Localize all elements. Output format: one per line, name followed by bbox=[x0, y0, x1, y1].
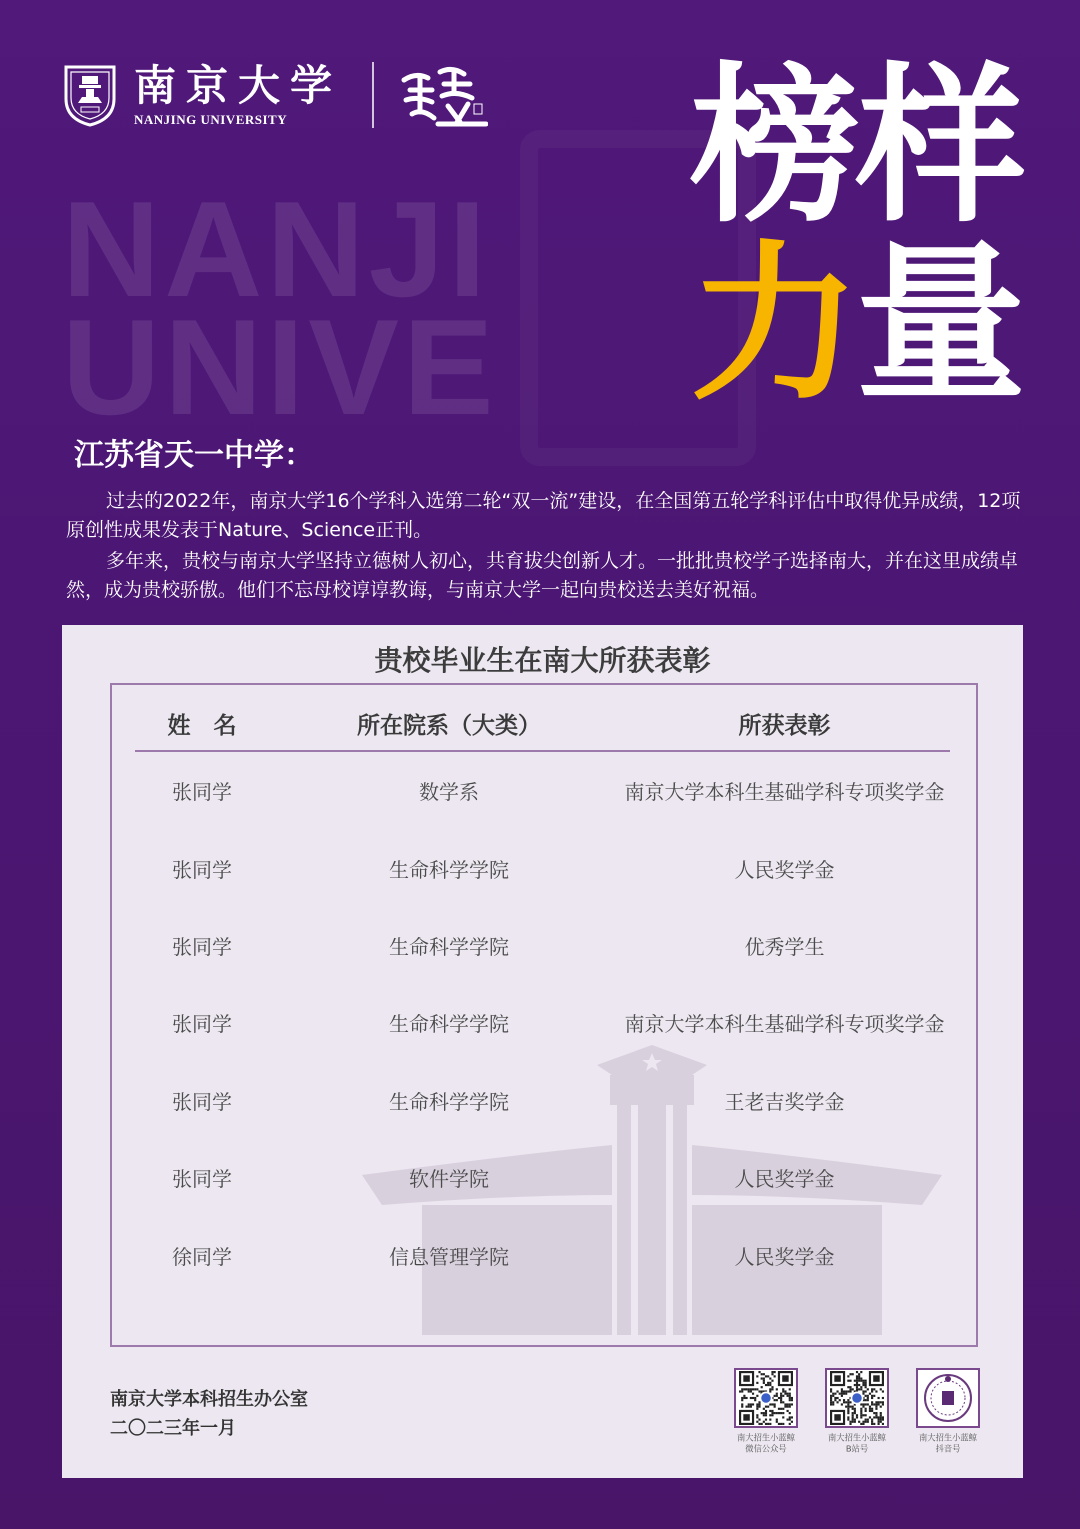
row-name: 张同学 bbox=[172, 858, 232, 882]
douyin-qr-code-icon bbox=[919, 1371, 977, 1425]
row-award: 优秀学生 bbox=[744, 935, 825, 959]
wechat-qr-code-icon bbox=[737, 1371, 795, 1425]
big-title bbox=[689, 48, 1022, 424]
university-name-en: NANJING UNIVERSITY bbox=[134, 112, 288, 127]
title-rest: 量 bbox=[855, 226, 1022, 424]
row-dept: 生命科学学院 bbox=[389, 1090, 509, 1114]
office-name: 南京大学本科招生办公室 bbox=[110, 1389, 308, 1410]
logo-divider bbox=[372, 62, 374, 128]
row-dept: 数学系 bbox=[419, 780, 479, 804]
intro-paragraph-1: 过去的2022年，南京大学16个学科入选第二轮“双一流”建设，在全国第五轮学科评估中取得优异成绩，12项原创性成果发表于Nature、Science正刊。 bbox=[66, 490, 1021, 541]
row-dept: 软件学院 bbox=[409, 1167, 489, 1191]
intro-paragraph-2: 多年来，贵校与南京大学坚持立德树人初心，共育拔尖创新人才。一批批贵校学子选择南大，并在这里成绩卓然，成为贵校骄傲。他们不忘母校谆谆教诲，与南京大学一起向贵校送去美好祝福。 bbox=[66, 550, 1019, 601]
title-line2 bbox=[689, 226, 1022, 424]
office-signature bbox=[110, 1385, 308, 1443]
awards-card bbox=[62, 625, 1023, 1478]
row-award: 人民奖学金 bbox=[734, 858, 835, 882]
school-name: 江苏省天一中学： bbox=[74, 438, 314, 473]
row-award: 南京大学本科生基础学科专项奖学金 bbox=[624, 780, 945, 804]
title-line1: 榜样 bbox=[689, 48, 1022, 246]
qr-label: 南大招生小蓝鲸 B站号 bbox=[828, 1433, 886, 1455]
qr-douyin[interactable] bbox=[913, 1368, 983, 1456]
column-header-name: 姓 名 bbox=[167, 713, 237, 739]
row-name: 徐同学 bbox=[172, 1245, 232, 1269]
title-accent: 力 bbox=[689, 226, 856, 424]
row-dept: 生命科学学院 bbox=[389, 1012, 509, 1036]
issue-date: 二〇二三年一月 bbox=[110, 1418, 236, 1439]
row-name: 张同学 bbox=[172, 1167, 232, 1191]
qr-wechat[interactable] bbox=[731, 1368, 801, 1456]
qr-label: 南大招生小蓝鲸 抖音号 bbox=[919, 1433, 977, 1455]
bilibili-qr-code-icon bbox=[828, 1371, 886, 1425]
row-name: 张同学 bbox=[172, 1012, 232, 1036]
university-logo bbox=[62, 62, 488, 128]
nju-calligraphy-seal-icon bbox=[398, 62, 488, 128]
row-dept: 信息管理学院 bbox=[389, 1245, 509, 1269]
row-award: 南京大学本科生基础学科专项奖学金 bbox=[624, 1012, 945, 1036]
header-divider bbox=[135, 750, 950, 752]
qr-label: 南大招生小蓝鲸 微信公众号 bbox=[737, 1433, 795, 1455]
watermark-text: NANJI UNIVE bbox=[62, 173, 498, 443]
row-award: 人民奖学金 bbox=[734, 1167, 835, 1191]
column-header-award: 所获表彰 bbox=[738, 713, 831, 739]
row-dept: 生命科学学院 bbox=[389, 935, 509, 959]
row-award: 人民奖学金 bbox=[734, 1245, 835, 1269]
row-dept: 生命科学学院 bbox=[389, 858, 509, 882]
row-name: 张同学 bbox=[172, 935, 232, 959]
university-name-cn: 南京大学 bbox=[134, 61, 343, 110]
nju-emblem-icon bbox=[62, 63, 118, 127]
row-name: 张同学 bbox=[172, 1090, 232, 1114]
row-award: 王老吉奖学金 bbox=[724, 1090, 845, 1114]
row-name: 张同学 bbox=[172, 780, 232, 804]
column-header-dept: 所在院系（大类） bbox=[357, 713, 541, 739]
card-title: 贵校毕业生在南大所获表彰 bbox=[374, 644, 711, 677]
qr-bilibili[interactable] bbox=[822, 1368, 892, 1456]
